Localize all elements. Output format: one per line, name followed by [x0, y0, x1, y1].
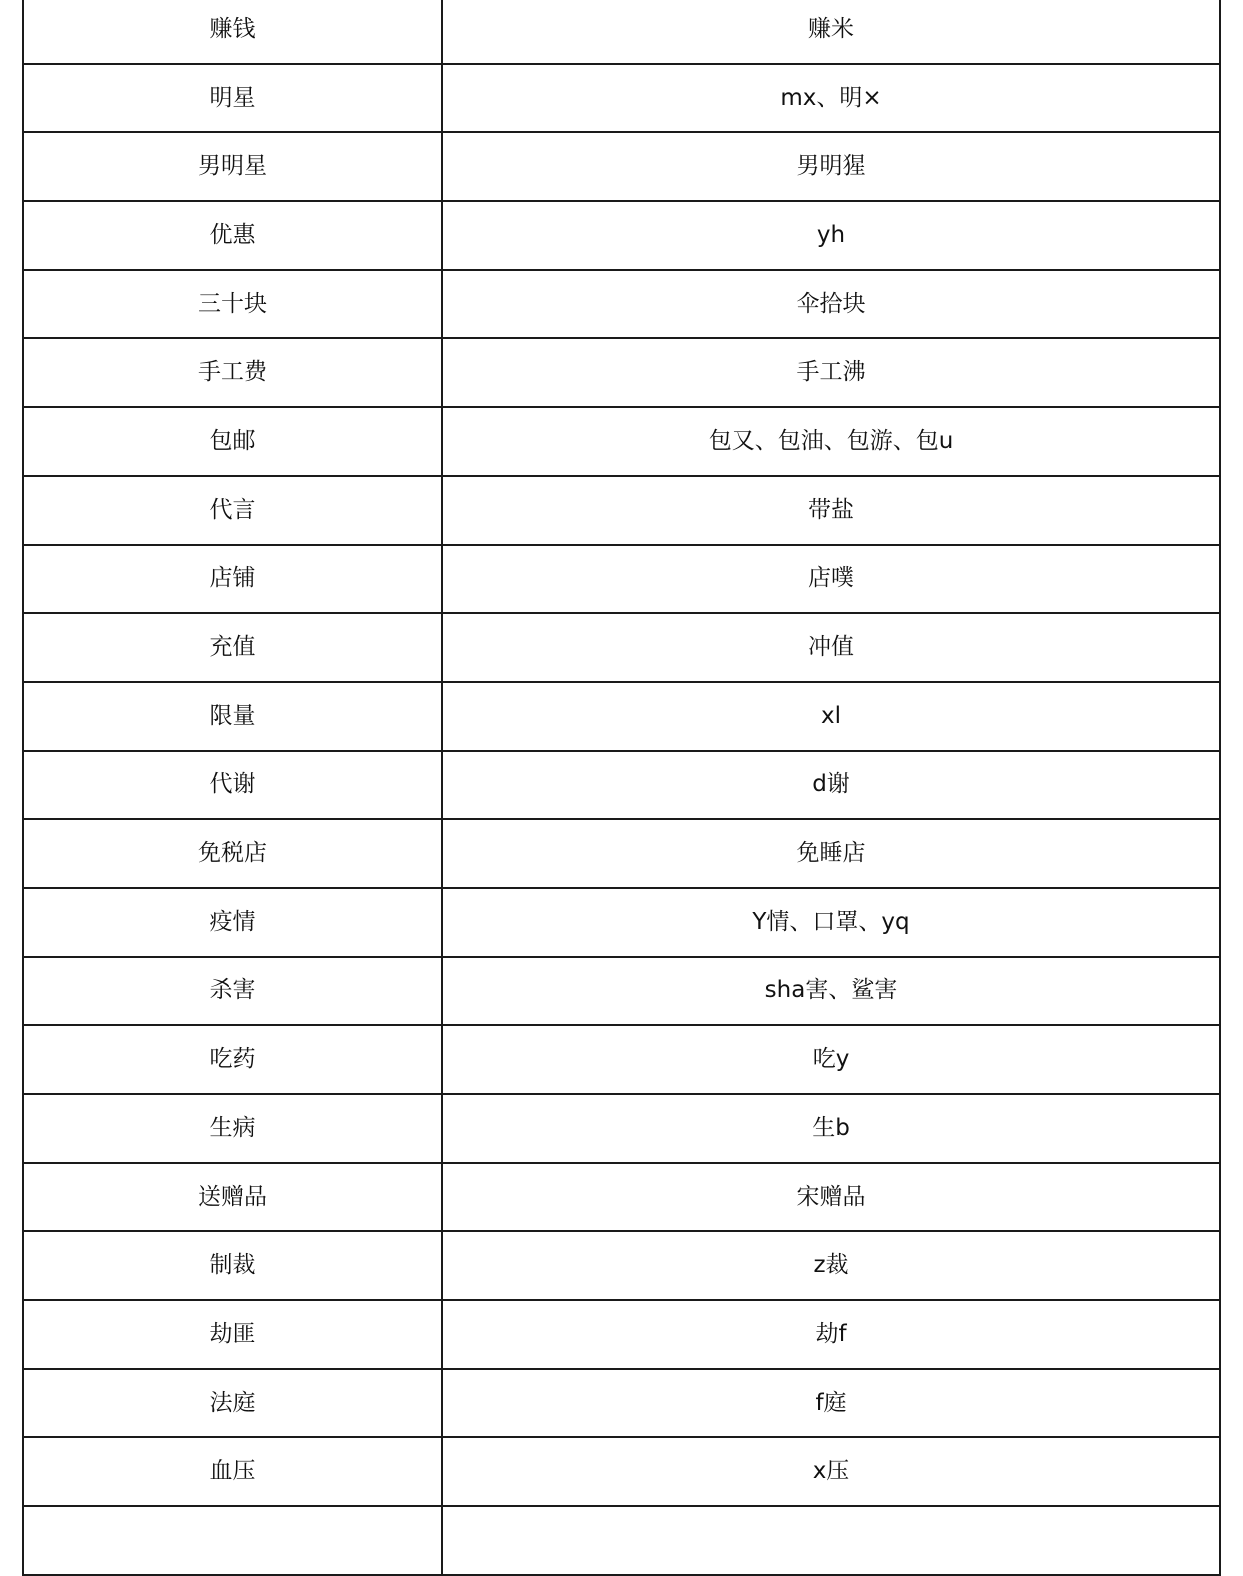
- alt-cell: yh: [442, 201, 1220, 270]
- alt-cell: xl: [442, 682, 1220, 751]
- word-cell: 代谢: [23, 751, 442, 820]
- word-cell: 优惠: [23, 201, 442, 270]
- word-cell: 代言: [23, 476, 442, 545]
- word-cell: 充值: [23, 613, 442, 682]
- alt-cell: 带盐: [442, 476, 1220, 545]
- table-row: [23, 270, 1220, 339]
- alt-cell: sha害、鲨害: [442, 957, 1220, 1026]
- word-cell: 赚钱: [23, 0, 442, 64]
- word-cell: 三十块: [23, 270, 442, 339]
- alt-cell: d谢: [442, 751, 1220, 820]
- table-row: [23, 1300, 1220, 1369]
- table-row: [23, 132, 1220, 201]
- alt-cell: 手工沸: [442, 338, 1220, 407]
- alt-cell: f庭: [442, 1369, 1220, 1438]
- table-body: [23, 0, 1220, 1575]
- alt-cell: 劫f: [442, 1300, 1220, 1369]
- word-cell: 手工费: [23, 338, 442, 407]
- alt-cell: [442, 1506, 1220, 1575]
- alt-cell: z裁: [442, 1231, 1220, 1300]
- alt-cell: x压: [442, 1437, 1220, 1506]
- table-row: [23, 545, 1220, 614]
- word-cell: 店铺: [23, 545, 442, 614]
- table-row: [23, 1369, 1220, 1438]
- alt-cell: 生b: [442, 1094, 1220, 1163]
- table-row: [23, 407, 1220, 476]
- table-row: [23, 0, 1220, 64]
- alt-cell: 免睡店: [442, 819, 1220, 888]
- table-row: [23, 1506, 1220, 1575]
- table-row: [23, 819, 1220, 888]
- alt-cell: 男明猩: [442, 132, 1220, 201]
- table-row: [23, 751, 1220, 820]
- alt-cell: 宋赠品: [442, 1163, 1220, 1232]
- word-cell: 吃药: [23, 1025, 442, 1094]
- table-row: [23, 1163, 1220, 1232]
- word-cell: 送赠品: [23, 1163, 442, 1232]
- table-row: [23, 201, 1220, 270]
- alt-cell: Y情、口罩、yq: [442, 888, 1220, 957]
- word-cell: 制裁: [23, 1231, 442, 1300]
- table-row: [23, 1437, 1220, 1506]
- table-row: [23, 1025, 1220, 1094]
- alt-cell: 冲值: [442, 613, 1220, 682]
- word-cell: 生病: [23, 1094, 442, 1163]
- word-table-container: [22, 0, 1219, 1576]
- table-row: [23, 64, 1220, 133]
- alt-cell: 伞拾块: [442, 270, 1220, 339]
- alt-cell: 赚米: [442, 0, 1220, 64]
- word-cell: 血压: [23, 1437, 442, 1506]
- table-row: [23, 957, 1220, 1026]
- word-cell: 免税店: [23, 819, 442, 888]
- alt-cell: 店噗: [442, 545, 1220, 614]
- alt-cell: 吃y: [442, 1025, 1220, 1094]
- table-row: [23, 888, 1220, 957]
- word-substitution-table: [22, 0, 1221, 1576]
- word-cell: 法庭: [23, 1369, 442, 1438]
- table-row: [23, 1231, 1220, 1300]
- table-row: [23, 476, 1220, 545]
- alt-cell: 包又、包油、包游、包u: [442, 407, 1220, 476]
- word-cell: 疫情: [23, 888, 442, 957]
- table-row: [23, 338, 1220, 407]
- word-cell: 明星: [23, 64, 442, 133]
- table-row: [23, 613, 1220, 682]
- table-row: [23, 1094, 1220, 1163]
- word-cell: 劫匪: [23, 1300, 442, 1369]
- alt-cell: mx、明×: [442, 64, 1220, 133]
- word-cell: 包邮: [23, 407, 442, 476]
- word-cell: 男明星: [23, 132, 442, 201]
- table-row: [23, 682, 1220, 751]
- word-cell: 限量: [23, 682, 442, 751]
- word-cell: [23, 1506, 442, 1575]
- word-cell: 杀害: [23, 957, 442, 1026]
